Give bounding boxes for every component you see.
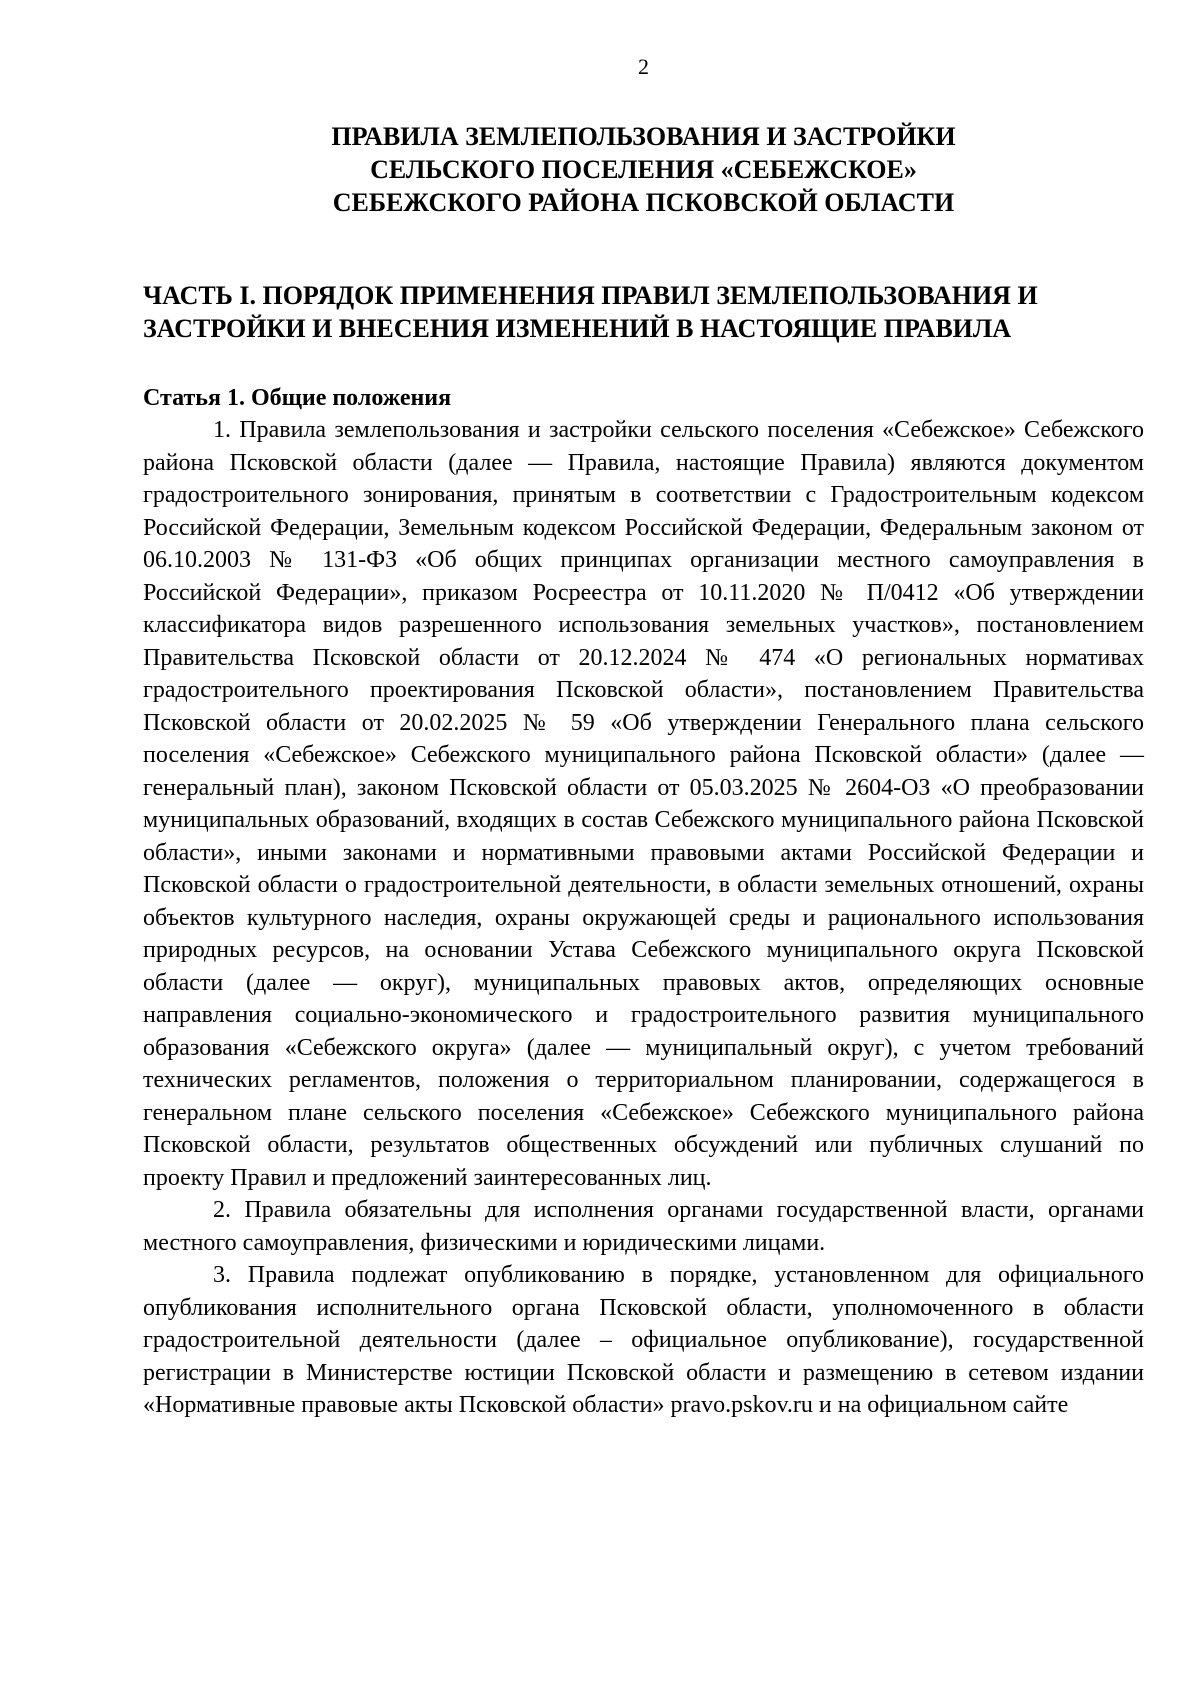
page-number: 2	[638, 54, 649, 79]
document-title-line: СЕБЕЖСКОГО РАЙОНА ПСКОВСКОЙ ОБЛАСТИ	[332, 188, 955, 217]
part-heading	[143, 279, 1144, 345]
paragraph-1: 1. Правила землепользования и застройки сельского поселения «Себежское» Себежского района Псковской области (далее — Правила, настоящие Правила) являются документом градостроительного зонирования, принятым в соответствии с Градостроительным кодексом Российской Федерации, Земельным кодексом Российской Федерации, Федеральным законом от 06.10.2003 № 131-ФЗ «Об общих принципах организации местного самоуправления в Российской Федерации», приказом Росреестра от 10.11.2020 № П/0412 «Об утверждении классификатора видов разрешенного использования земельных участков», постановлением Правительства Псковской области от 20.12.2024 № 474 «О региональных нормативах градостроительного проектирования Псковской области», постановлением Правительства Псковской области от 20.02.2025 № 59 «Об утверждении Генерального плана сельского поселения «Себежское» Себежского муниципального района Псковской области» (далее — генеральный план), законом Псковской области от 05.03.2025 № 2604-ОЗ «О преобразовании муниципальных образований, входящих в состав Себежского муниципального района Псковской области», иными законами и нормативными правовыми актами Российской Федерации и Псковской области о градостроительной деятельности, в области земельных отношений, охраны объектов культурного наследия, охраны окружающей среды и рационального использования природных ресурсов, на основании Устава Себежского муниципального округа Псковской области (далее — округ), муниципальных правовых актов, определяющих основные направления социально-экономического и градостроительного развития муниципального образования «Себежского округа» (далее — муниципальный округ), с учетом требований технических регламентов, положения о территориальном планировании, содержащегося в генеральном плане сельского поселения «Себежское» Себежского муниципального района Псковской области, результатов общественных обсуждений или публичных слушаний по проекту Правил и предложений заинтересованных лиц.	[143, 417, 1144, 1191]
document-title-line: СЕЛЬСКОГО ПОСЕЛЕНИЯ «СЕБЕЖСКОЕ»	[370, 155, 917, 184]
article-body	[143, 414, 1144, 1422]
paragraph-2: 2. Правила обязательны для исполнения органами государственной власти, органами местного самоуправления, физическими и юридическими лицами.	[143, 1197, 1144, 1256]
part-heading-line: ЧАСТЬ I. ПОРЯДОК ПРИМЕНЕНИЯ ПРАВИЛ ЗЕМЛЕПОЛЬЗОВАНИЯ И	[143, 281, 1038, 310]
article-heading: Статья 1. Общие положения	[143, 385, 452, 411]
paragraph-3: 3. Правила подлежат опубликованию в порядке, установленном для официального опубликования исполнительного органа Псковской области, уполномоченного в области градостроительной деятельности (далее – официальное опубликование), государственной регистрации в Министерстве юстиции Псковской области и размещению в сетевом издании «Нормативные правовые акты Псковской области» pravo.pskov.ru и на официальном сайте	[143, 1262, 1144, 1418]
part-heading-line: ЗАСТРОЙКИ И ВНЕСЕНИЯ ИЗМЕНЕНИЙ В НАСТОЯЩИЕ ПРАВИЛА	[143, 314, 1012, 343]
document-title-line: ПРАВИЛА ЗЕМЛЕПОЛЬЗОВАНИЯ И ЗАСТРОЙКИ	[331, 122, 956, 151]
document-title	[143, 120, 1144, 219]
